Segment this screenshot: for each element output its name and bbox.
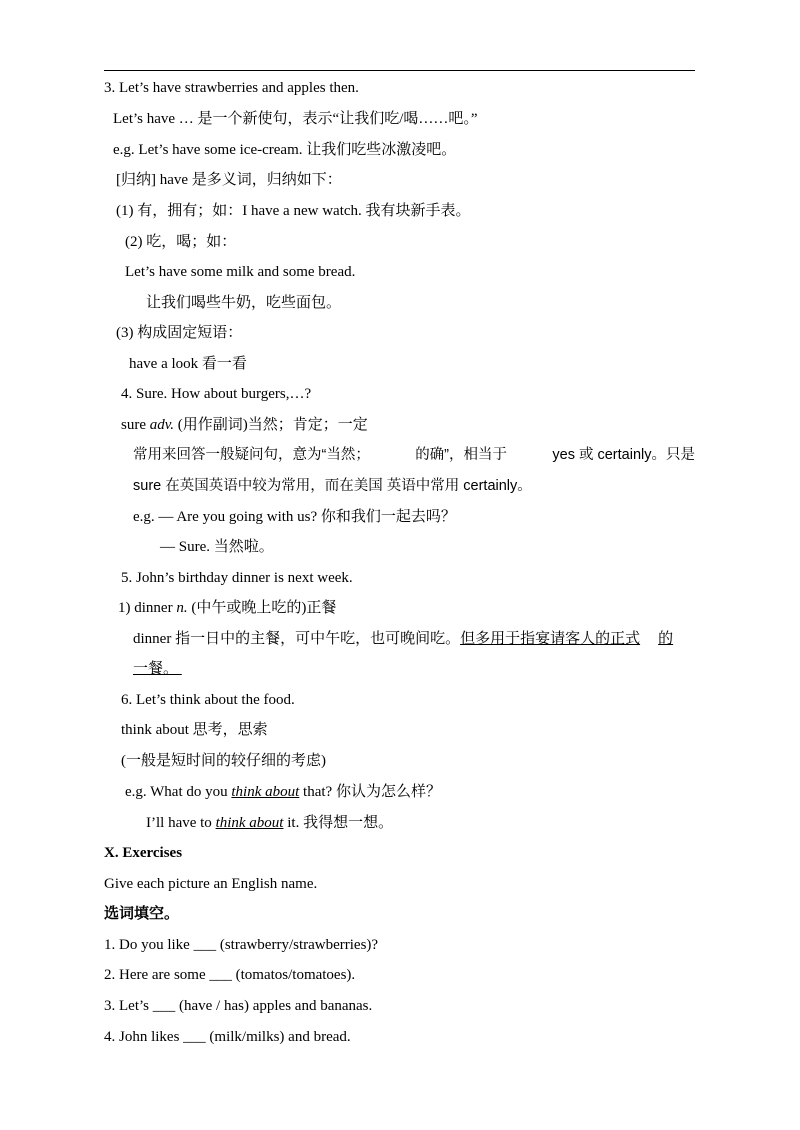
emphasized-phrase: think about <box>215 815 284 831</box>
note-3-summary: [归纳] have 是多义词，归纳如下： <box>116 172 342 188</box>
note-6-heading: 6. Let’s think about the food. <box>121 692 295 708</box>
exercise-instruction-1: Give each picture an English name. <box>104 876 318 892</box>
underlined-text: 但多用于指宴请客人的正式 <box>460 631 641 647</box>
note-4-definition: sure adv. (用作副词)当然；肯定；一定 <box>121 417 368 433</box>
note-3-example: e.g. Let’s have some ice-cream. 让我们吃些冰激凌吧。 <box>113 142 457 158</box>
exercise-item-2: 2. Here are some ___ (tomatos/tomatoes). <box>104 967 356 983</box>
note-5-usage-cont <box>133 659 182 679</box>
note-3-meaning-3: (3) 构成固定短语： <box>116 325 243 341</box>
note-4-example-q: e.g. — Are you going with us? 你和我们一起去吗？ <box>133 509 456 525</box>
note-6-example-1: e.g. What do you think about that? 你认为怎么样？ <box>125 784 441 800</box>
underlined-text: 一餐。 <box>133 661 179 677</box>
exercises-heading: X. Exercises <box>104 845 183 861</box>
exercise-item-1: 1. Do you like ___ (strawberry/strawberries)? <box>104 937 379 953</box>
exercise-item-3: 3. Let’s ___ (have / has) apples and bananas. <box>104 998 373 1014</box>
note-4-example-a: — Sure. 当然啦。 <box>160 539 274 555</box>
part-of-speech: adv. <box>149 417 175 433</box>
note-5-usage: dinner 指一日中的主餐，可中午吃，也可晚间吃。但多用于指宴请客人的正式 的 <box>133 631 674 647</box>
note-3-meaning-2: (2) 吃，喝；如： <box>125 234 237 250</box>
note-3-line: Let’s have … 是一个新使句，表示“让我们吃/喝……吧。” <box>113 111 478 127</box>
note-4-usage-cont: sure 在英国英语中较为常用，而在美国 英语中常用 certainly。 <box>133 478 532 494</box>
note-5-heading: 5. John’s birthday dinner is next week. <box>121 570 353 586</box>
note-5-definition: 1) dinner n. (中午或晚上吃的)正餐 <box>118 600 337 616</box>
emphasized-phrase: think about <box>231 784 300 800</box>
exercise-item-4: 4. John likes ___ (milk/milks) and bread. <box>104 1029 351 1045</box>
header-rule <box>104 70 695 71</box>
note-6-definition: think about 思考，思索 <box>121 722 268 738</box>
note-3-meaning-1: (1) 有，拥有；如：I have a new watch. 我有块新手表。 <box>116 203 471 219</box>
note-3-example-2: Let’s have some milk and some bread. <box>125 264 356 280</box>
note-3-translation-2: 让我们喝些牛奶，吃些面包。 <box>146 295 342 311</box>
note-3-phrase: have a look 看一看 <box>129 356 247 372</box>
note-3-heading: 3. Let’s have strawberries and apples then. <box>104 80 359 96</box>
note-6-explanation: (一般是短时间的较仔细的考虑) <box>121 753 326 769</box>
note-6-example-2: I’ll have to think about it. 我得想一想。 <box>146 815 394 831</box>
note-4-heading: 4. Sure. How about burgers,…? <box>121 386 312 402</box>
exercise-instruction-2: 选词填空。 <box>104 906 180 922</box>
part-of-speech: n. <box>176 600 188 616</box>
note-4-usage: 常用来回答一般疑问句，意为“当然； 的确”，相当于 yes 或 certainly。只是 <box>133 447 695 463</box>
